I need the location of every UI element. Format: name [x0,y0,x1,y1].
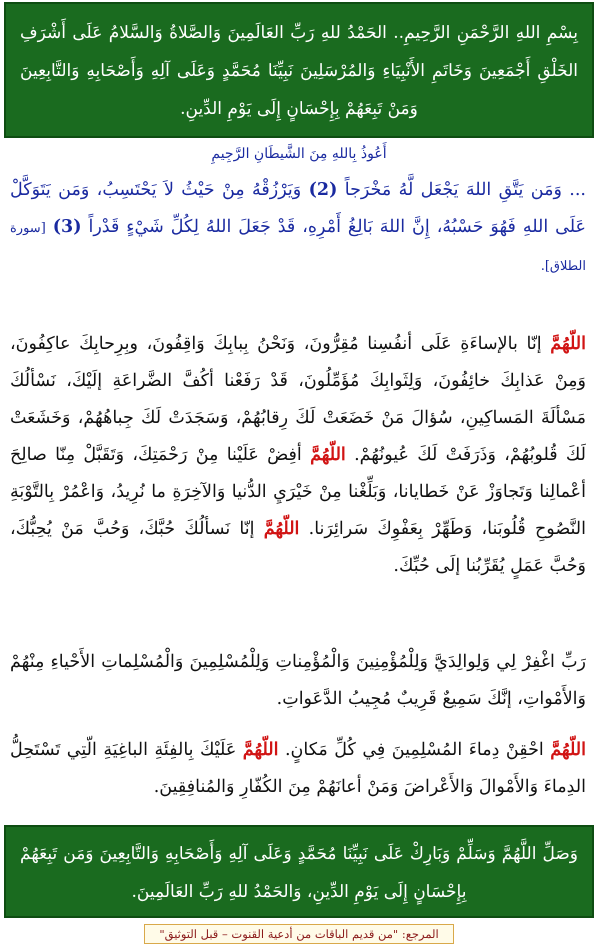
dua-text: أفِضْ عَلَيْنا مِنْ رَحْمَتِكَ، وَتَقَبَّلْ مِنّا صالِحَ أعْمالِنا وَتَجاوَزْ عَنْ خَطايانا، وَبَلِّغْنا مِنْ خَيْرَيِ الدُّنيا وَالآخِرَةِ ما نُرِيدُ، وَاعْمُرْ بِالتَّوْبَةِ النَّصُوحِ قُلُوبَنا، وَطَهِّرْ بِعَفْوِكَ سَرائِرَنا. [10,445,586,539]
source-reference [0,924,598,944]
opening-banner [4,2,594,138]
quran-verse [10,172,586,285]
dua-text: احْقِنْ دِماءَ المُسْلِمِينَ فِي كُلِّ مَكانٍ. [284,740,544,760]
allahumma-word: اللّهُمَّ [550,334,586,354]
allahumma-word: اللّهُمَّ [310,445,346,465]
dua-text: إنّا نَسألُكَ حُبَّكَ، وَحُبَّ مَنْ يُحِبُّكَ، وَحُبَّ عَمَلٍ يُقَرِّبُنا إلَى حُبِّكَ. [10,519,586,576]
sura-reference: [سورة الطلاق]. [10,221,586,274]
allahumma-word: اللّهُمَّ [242,740,279,760]
verse-number-3: (3) [52,217,82,237]
istiadha: أَعُوذُ بِاللهِ مِنَ الشَّيطَانِ الرَّجِيمِ [211,146,387,162]
allahumma-word: اللّهُمَّ [550,740,586,760]
closing-banner [4,825,594,918]
dua-text: إنّا بالإساءَةِ عَلَى أنفُسِنا مُقِرُّونَ، وَنَحْنُ بِبابِكَ وَاقِفُونَ، وبِرِحابِكَ عاكِفُونَ، وَمِنْ عَذابِكَ خائِفُونَ، وَلِثَوابِكَ مُؤَمِّلُونَ، قَدْ رَفَعْنا أكُفَّ الضَّراعَةِ إلَيْكَ، نَسْألُكَ مَسْألَةَ المَساكِينِ، سُؤالَ مَنْ خَضَعَتْ لَكَ رِقابُهُمْ، وَسَجَدَتْ لَكَ جِباهُهُمْ، وَخَشَعَتْ لَكَ قُلوبُهُمْ، وَذَرَفَتْ لَكَ عُيونُهُمْ. [10,334,586,465]
dua-text: رَبِّ اغْفِرْ لِي وَلِوالِدَيَّ وَلِلْمُؤْمِنِينَ وَالْمُؤْمِناتِ وَلِلْمُسْلِمِينَ وَالْمُسْلِماتِ الأَحْياءِ مِنْهُمْ وَالأَمْواتِ، إنَّكَ سَمِيعٌ قَرِيبٌ مُجِيبُ الدَّعَواتِ. [10,652,586,709]
closing-text: وَصَلِّ اللَّهُمَّ وَسَلِّمْ وَبَارِكْ عَلَى نَبِيِّنَا مُحَمَّدٍ وَعَلَى آلِهِ وَأَصْحَابِهِ وَالتَّابِعِينَ وَمَن تَبِعَهُمْ بِإِحْسَانٍ إِلَى يَوْمِ الدِّينِ، وَالحَمْدُ للهِ رَبِّ العَالَمِينَ. [20,844,578,902]
verse-part-1: ... وَمَن يَتَّقِ اللهَ يَجْعَل لَّهُ مَخْرَجاً [344,180,586,200]
dua-paragraph-2 [10,644,586,718]
source-box [144,924,453,944]
verse-part-2: وَيَرْزُقْهُ مِنْ حَيْثُ لاَ يَحْتَسِبُ، وَمَن يَتَوَكَّلْ عَلَى اللهِ فَهُوَ حَسْبُهُ، إِنَّ اللهَ بَالِغُ أَمْرِهِ، قَدْ جَعَلَ اللهُ لِكُلِّ شَيْءٍ قَدْراً [10,180,586,237]
source-text: "من قديم الباقات من أدعية القنوت – قبل التوثيق" [159,927,399,941]
allahumma-word: اللّهُمَّ [263,519,300,539]
opening-text: بِسْمِ اللهِ الرَّحْمَنِ الرَّحِيمِ.. الحَمْدُ للهِ رَبِّ العَالَمِينَ وَالصَّلاةُ وَالسَّلامُ عَلَى أَشْرَفِ الخَلْقِ أَجْمَعِينَ وَخَاتَمِ الأَنْبِيَاءِ وَالمُرْسَلِينَ نَبِيِّنَا مُحَمَّدٍ وَعَلَى آلِهِ وَأَصْحَابِهِ وَالتَّابِعِينَ وَمَنْ تَبِعَهُمْ بِإِحْسَانٍ إِلَى يَوْمِ الدِّينِ. [20,23,578,119]
dua-paragraph-1 [10,326,586,585]
verse-number-2: (2) [308,180,338,200]
dua-text: عَلَيْكَ بِالفِئَةِ الباغِيَةِ الّتِي تَسْتَحِلُّ الدِماءَ وَالأَمْوالَ وَالأَعْراضَ وَمَنْ أعانَهُمْ مِنَ الكُفّارِ وَالمُنافِقِينَ. [10,740,586,797]
dua-paragraph-3 [10,732,586,806]
source-label: المرجع: [401,927,439,941]
